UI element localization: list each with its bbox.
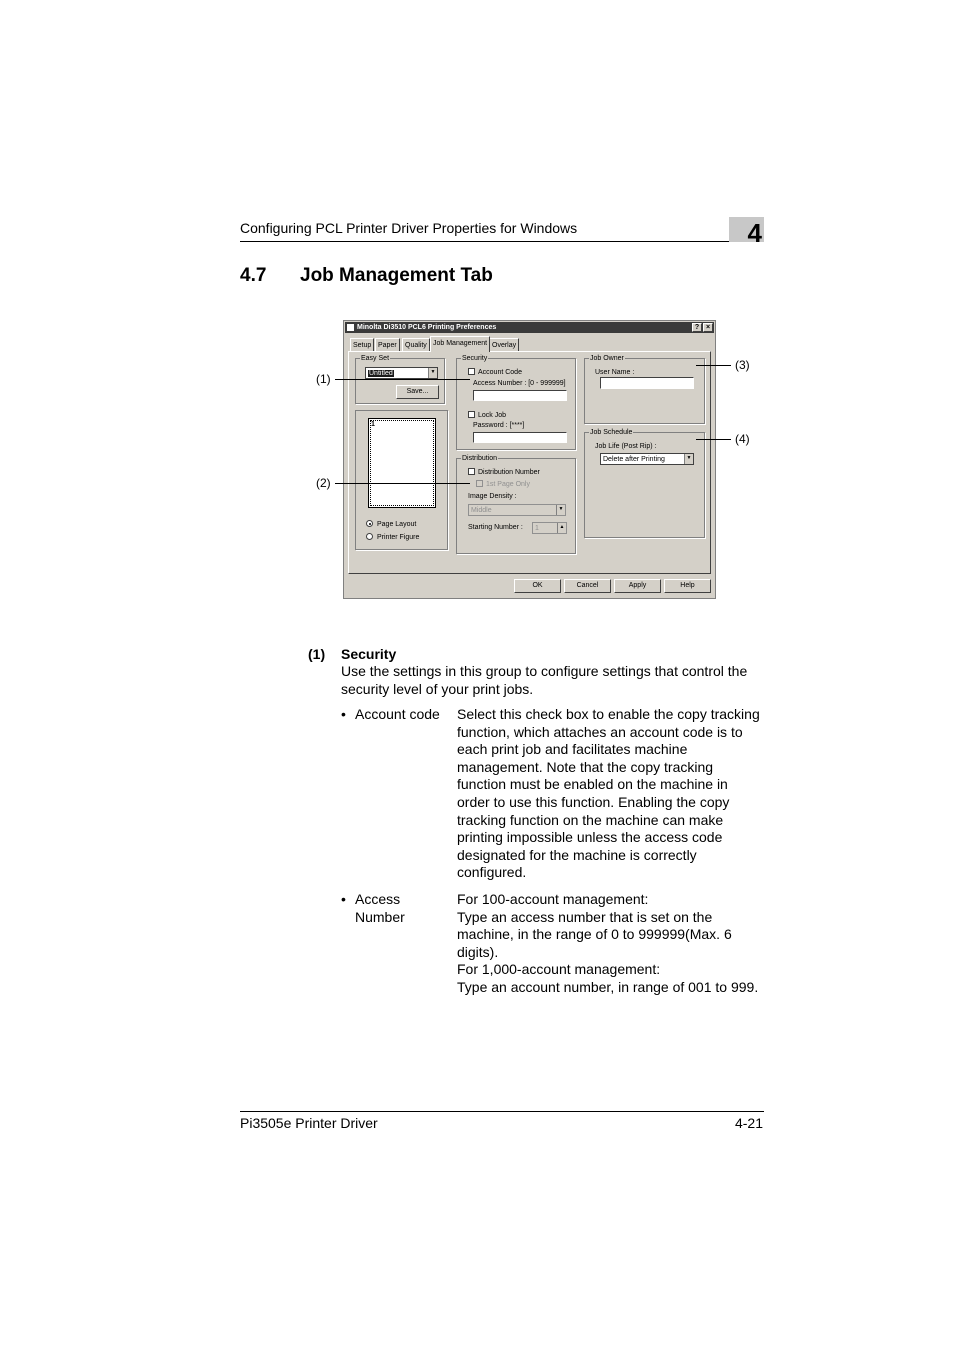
printer-figure-label: Printer Figure [377,534,420,541]
job-owner-group [584,355,705,424]
image-density-label: Image Density : [468,493,517,500]
section-title: Job Management Tab [300,265,493,286]
job-life-select[interactable] [600,453,694,465]
callout-3: (3) [735,358,750,372]
user-name-input[interactable] [600,377,694,389]
page-preview [368,418,436,508]
bullet-desc-access-number [457,891,763,997]
starting-number-stepper[interactable] [532,522,567,534]
dialog-titlebar [345,322,714,333]
password-input[interactable] [473,432,567,443]
printer-icon [347,324,354,331]
bullet-dot: • [341,891,346,907]
callout-2-leader [335,483,470,484]
first-page-only-checkbox[interactable] [476,480,483,487]
close-icon[interactable]: × [703,323,713,332]
security-label: Security [462,355,488,362]
printer-figure-radio[interactable] [366,533,373,540]
easy-set-group [355,355,445,404]
preview-page-number: 1 [371,421,375,428]
page-layout-label: Page Layout [377,521,417,528]
callout-1: (1) [316,372,331,386]
callout-2: (2) [316,476,331,490]
tab-setup[interactable]: Setup [350,338,374,351]
starting-number-label: Starting Number : [468,524,523,531]
chevron-down-icon: ▼ [556,505,565,515]
access-number-label: Access Number : [0 - 999999] [473,380,566,387]
footer-doc-title: Pi3505e Printer Driver [240,1115,378,1131]
tab-paper[interactable]: Paper [375,338,400,351]
lock-job-checkbox[interactable] [468,411,475,418]
stepper-arrows-icon: ▲ [557,523,566,533]
tab-panel [348,351,711,574]
job-life-value: Delete after Printing [603,456,665,463]
lock-job-label: Lock Job [478,412,507,419]
callout-1-leader [335,379,470,380]
image-density-value: Middle [471,507,492,514]
bullet-dot: • [341,706,346,722]
tab-overlay[interactable]: Overlay [489,338,519,351]
user-name-label: User Name : [595,369,635,376]
distribution-label: Distribution [462,455,498,462]
desc-line: For 1,000-account management: [457,961,661,978]
running-header: Configuring PCL Printer Driver Properties for Windows [240,220,578,236]
bullet-term-access-number: Access Number [355,891,405,925]
dialog-title: Minolta Di3510 PCL6 Printing Preferences [357,324,497,331]
page-number: 4-21 [734,1115,763,1131]
job-schedule-label: Job Schedule [590,429,633,436]
distribution-number-label: Distribution Number [478,469,540,476]
distribution-number-checkbox[interactable] [468,468,475,475]
desc-line: For 100-account management: [457,891,649,907]
chapter-tab [729,217,764,248]
bullet-term-account-code: Account code [355,706,440,722]
chapter-number: 4 [747,218,762,248]
security-group [456,355,576,450]
chevron-down-icon: ▼ [684,454,693,464]
job-life-label: Job Life (Post Rip) : [595,443,657,450]
tab-quality[interactable]: Quality [402,338,430,351]
job-owner-label: Job Owner [590,355,624,362]
job-schedule-group [584,429,705,538]
account-code-label: Account Code [478,369,522,376]
item-intro: Use the settings in this group to configure settings that control the security level of your print jobs. [341,663,748,697]
desc-line: Type an account number, in range of 001 to 999. [457,978,759,995]
preview-group [355,410,448,550]
callout-3-leader [696,365,731,366]
save-button[interactable]: Save... [396,385,439,399]
item-number: (1) [308,646,326,662]
footer-rule [240,1111,764,1112]
easy-set-label: Easy Set [361,355,390,362]
bullet-desc-account-code: Select this check box to enable the copy tracking function, which attaches an account code is to each print job and facilitates machine management. Note that the copy tracking function must be enabled on the machine in order to use this function. Enabling the copy tracking function on the machine can make printing impossible unless the access code designated for the machine is correctly configured. [457,706,760,881]
help-icon[interactable]: ? [692,323,702,332]
ok-button[interactable]: OK [514,579,561,593]
desc-line: Type an access number that is set on the machine, in the range of 0 to 999999(Max. 6 digits). [457,908,732,960]
easy-set-value: Untitled [369,370,393,377]
header-rule [240,241,764,242]
section-number: 4.7 [240,265,267,286]
access-number-input[interactable] [473,390,567,401]
password-label: Password : [****] [473,422,525,429]
distribution-group [456,455,576,554]
printing-preferences-dialog [343,320,716,599]
account-code-checkbox[interactable] [468,368,475,375]
apply-button[interactable]: Apply [614,579,661,593]
callout-4: (4) [735,432,750,446]
cancel-button[interactable]: Cancel [564,579,611,593]
help-button[interactable]: Help [664,579,711,593]
starting-number-value: 1 [535,525,539,532]
chevron-down-icon: ▼ [428,368,437,378]
image-density-select[interactable] [468,504,566,516]
easy-set-select[interactable] [365,367,438,379]
first-page-only-label: 1st Page Only [486,481,530,488]
callout-4-leader [696,439,731,440]
page-layout-radio[interactable] [366,520,373,527]
item-title: Security [341,646,397,662]
tab-job-management[interactable]: Job Management [430,336,490,352]
